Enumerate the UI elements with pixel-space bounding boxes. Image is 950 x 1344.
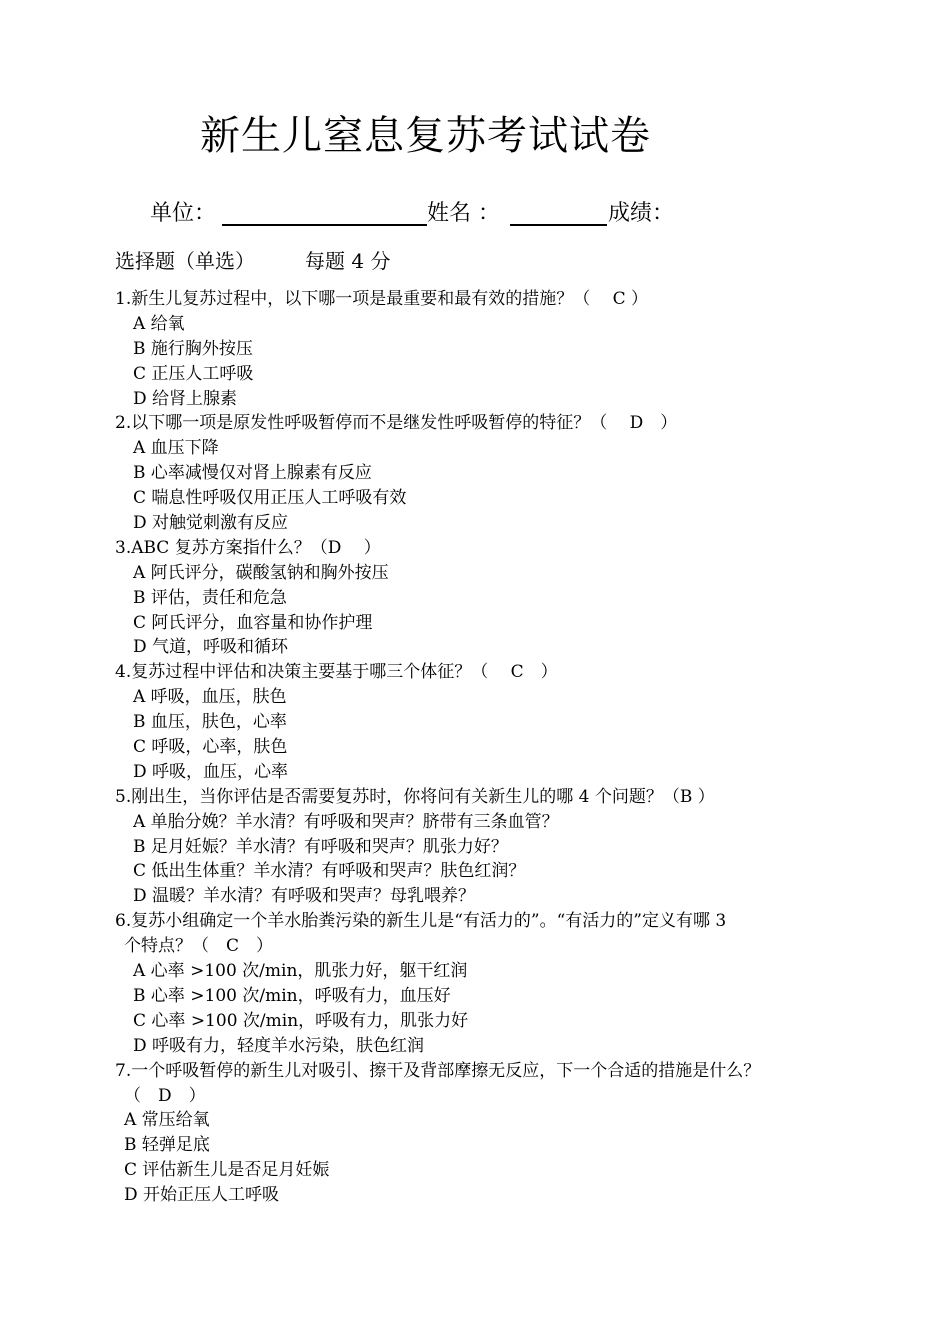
option-a: A 呼吸，血压，肤色 bbox=[133, 687, 287, 708]
question-stem: 4.复苏过程中评估和决策主要基于哪三个体征？（ C ） bbox=[115, 662, 558, 683]
option-c: C 评估新生儿是否足月妊娠 bbox=[124, 1160, 330, 1181]
option-d: D 给肾上腺素 bbox=[133, 388, 238, 409]
unit-label: 单位： bbox=[150, 201, 217, 226]
option-b: B 评估，责任和危急 bbox=[133, 587, 287, 608]
option-a: A 常压给氧 bbox=[124, 1110, 210, 1131]
unit-blank-line bbox=[222, 224, 427, 226]
question-stem: 1.新生儿复苏过程中，以下哪一项是最重要和最有效的措施？（ C ） bbox=[115, 289, 649, 309]
option-a: A 心率 >100 次/min，肌张力好，躯干红润 bbox=[133, 961, 468, 982]
option-d: D 气道，呼吸和循环 bbox=[133, 637, 289, 658]
question-stem: 7.一个呼吸暂停的新生儿对吸引、擦干及背部摩擦无反应，下一个合适的措施是什么？ bbox=[115, 1060, 761, 1081]
question-1 bbox=[115, 287, 840, 411]
question-stem-continued: 个特点？（ C ） bbox=[124, 936, 274, 957]
option-a: A 给氧 bbox=[133, 313, 185, 334]
question-5 bbox=[115, 785, 840, 909]
question-stem: 2.以下哪一项是原发性呼吸暂停而不是继发性呼吸暂停的特征？（ D ） bbox=[115, 413, 678, 434]
option-c: C 阿氏评分，血容量和协作护理 bbox=[133, 612, 373, 633]
option-c: C 正压人工呼吸 bbox=[133, 363, 254, 384]
option-b: B 轻弹足底 bbox=[124, 1135, 210, 1156]
option-b: B 施行胸外按压 bbox=[133, 338, 253, 359]
question-stem: 5.刚出生，当你评估是否需要复苏时，你将问有关新生儿的哪 4 个问题？（B ） bbox=[115, 786, 715, 807]
option-b: B 心率减慢仅对肾上腺素有反应 bbox=[133, 463, 372, 484]
option-a: A 阿氏评分，碳酸氢钠和胸外按压 bbox=[133, 562, 389, 583]
option-d: D 呼吸有力，轻度羊水污染，肤色红润 bbox=[133, 1035, 425, 1056]
name-label: 姓名 ： bbox=[427, 201, 500, 226]
question-4 bbox=[115, 660, 840, 784]
option-c: C 低出生体重？羊水清？有呼吸和哭声？肤色红润？ bbox=[133, 861, 526, 882]
option-d: D 温暖？羊水清？有呼吸和哭声？母乳喂养？ bbox=[133, 886, 476, 907]
option-d: D 呼吸，血压，心率 bbox=[133, 761, 289, 782]
exam-title: 新生儿窒息复苏考试试卷 bbox=[200, 113, 651, 159]
question-stem: 6.复苏小组确定一个羊水胎粪污染的新生儿是“有活力的”。“有活力的”定义有哪 3 bbox=[115, 911, 727, 932]
question-stem-continued: （ D ） bbox=[124, 1085, 206, 1106]
name-blank-line bbox=[510, 224, 607, 226]
option-d: D 开始正压人工呼吸 bbox=[124, 1185, 280, 1206]
points-label: 每题 4 分 bbox=[305, 249, 391, 273]
score-label: 成绩： bbox=[608, 201, 675, 226]
option-b: B 血压，肤色，心率 bbox=[133, 712, 287, 733]
option-b: B 足月妊娠？羊水清？有呼吸和哭声？肌张力好？ bbox=[133, 836, 508, 857]
option-a: A 单胎分娩？羊水清？有呼吸和哭声？脐带有三条血管？ bbox=[133, 811, 559, 832]
question-list bbox=[115, 287, 840, 1208]
question-2 bbox=[115, 411, 840, 535]
question-7 bbox=[115, 1059, 840, 1208]
option-b: B 心率 >100 次/min，呼吸有力，血压好 bbox=[133, 985, 451, 1006]
option-c: C 呼吸，心率，肤色 bbox=[133, 737, 288, 758]
question-6 bbox=[115, 909, 840, 1058]
option-a: A 血压下降 bbox=[133, 438, 219, 459]
question-type-label: 选择题（单选） bbox=[115, 249, 255, 273]
option-d: D 对触觉刺激有反应 bbox=[133, 513, 289, 534]
question-stem: 3.ABC 复苏方案指什么？（D ） bbox=[115, 537, 381, 558]
question-3 bbox=[115, 536, 840, 660]
option-c: C 喘息性呼吸仅用正压人工呼吸有效 bbox=[133, 488, 407, 509]
option-c: C 心率 >100 次/min，呼吸有力，肌张力好 bbox=[133, 1010, 469, 1031]
